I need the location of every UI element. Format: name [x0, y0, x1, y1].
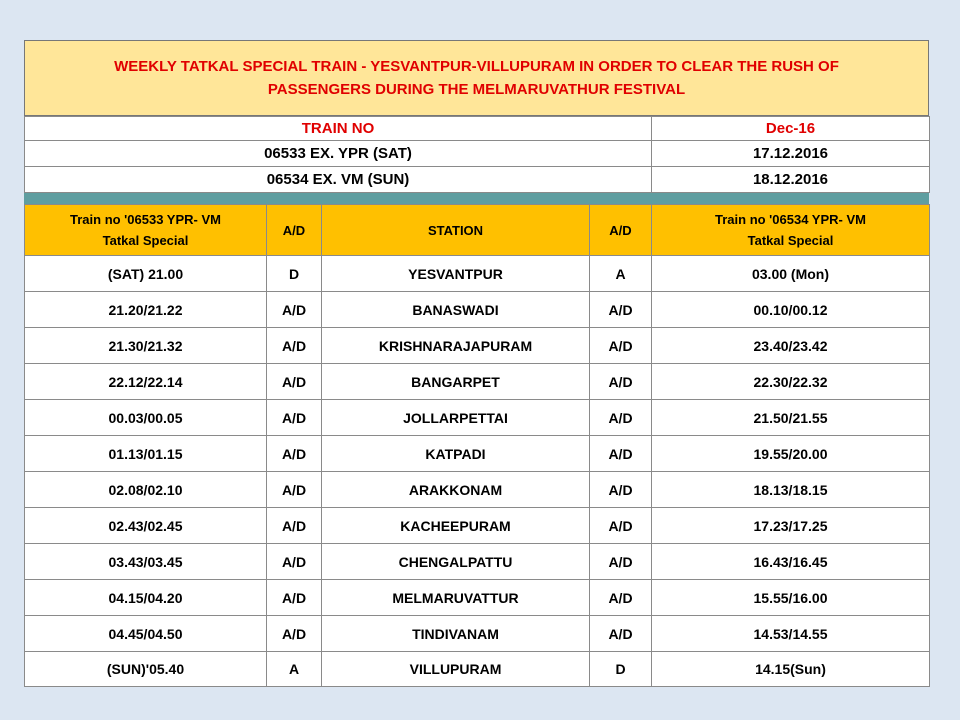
- timetable-sheet: [24, 40, 929, 687]
- table-row: [25, 616, 930, 652]
- banner-line-2: PASSENGERS DURING THE MELMARUVATHUR FESTIVAL: [267, 81, 686, 98]
- ad-2: A/D: [590, 364, 652, 400]
- ad-2: A/D: [590, 616, 652, 652]
- time-06534: 21.50/21.55: [652, 400, 930, 436]
- table-row: [25, 364, 930, 400]
- ad-1: A: [267, 652, 322, 687]
- table-row: [25, 508, 930, 544]
- ad-1: A/D: [267, 364, 322, 400]
- info-header-row: [25, 117, 930, 141]
- time-06534: 17.23/17.25: [652, 508, 930, 544]
- col-train-06534-header: Train no '06534 YPR- VM Tatkal Special: [652, 205, 930, 256]
- table-row: [25, 292, 930, 328]
- banner-title: [24, 40, 929, 116]
- time-06533: 21.20/21.22: [25, 292, 267, 328]
- time-06533: 01.13/01.15: [25, 436, 267, 472]
- schedule-table: [24, 204, 930, 687]
- table-row: [25, 544, 930, 580]
- ad-2: A/D: [590, 400, 652, 436]
- ad-1: A/D: [267, 508, 322, 544]
- info-row: [25, 141, 930, 167]
- station-name: KATPADI: [322, 436, 590, 472]
- table-row: [25, 472, 930, 508]
- ad-2: A/D: [590, 544, 652, 580]
- station-name: BANASWADI: [322, 292, 590, 328]
- time-06533: 00.03/00.05: [25, 400, 267, 436]
- table-row: [25, 580, 930, 616]
- banner-line-1: WEEKLY TATKAL SPECIAL TRAIN - YESVANTPUR-VILLUPURAM IN ORDER TO CLEAR THE RUSH OF: [114, 58, 839, 75]
- ad-2: A/D: [590, 508, 652, 544]
- ad-1: A/D: [267, 580, 322, 616]
- station-name: BANGARPET: [322, 364, 590, 400]
- station-name: TINDIVANAM: [322, 616, 590, 652]
- separator-bar: [24, 193, 929, 204]
- table-row: [25, 652, 930, 687]
- ad-2: A/D: [590, 472, 652, 508]
- ad-2: A/D: [590, 292, 652, 328]
- train-no-header: TRAIN NO: [25, 117, 652, 141]
- table-row: [25, 400, 930, 436]
- time-06534: 14.53/14.55: [652, 616, 930, 652]
- time-06534: 03.00 (Mon): [652, 256, 930, 292]
- time-06534: 15.55/16.00: [652, 580, 930, 616]
- station-name: YESVANTPUR: [322, 256, 590, 292]
- info-date: 18.12.2016: [652, 167, 930, 193]
- ad-1: A/D: [267, 400, 322, 436]
- col-ad-2-header: A/D: [590, 205, 652, 256]
- time-06533: 22.12/22.14: [25, 364, 267, 400]
- col-train-06533-header: Train no '06533 YPR- VM Tatkal Special: [25, 205, 267, 256]
- station-name: CHENGALPATTU: [322, 544, 590, 580]
- ad-2: A/D: [590, 436, 652, 472]
- ad-2: A/D: [590, 580, 652, 616]
- col-station-header: STATION: [322, 205, 590, 256]
- ad-1: A/D: [267, 616, 322, 652]
- ad-1: D: [267, 256, 322, 292]
- station-name: KRISHNARAJAPURAM: [322, 328, 590, 364]
- time-06534: 18.13/18.15: [652, 472, 930, 508]
- station-name: KACHEEPURAM: [322, 508, 590, 544]
- station-name: MELMARUVATTUR: [322, 580, 590, 616]
- time-06534: 00.10/00.12: [652, 292, 930, 328]
- schedule-header-row: [25, 205, 930, 256]
- col-ad-1-header: A/D: [267, 205, 322, 256]
- table-row: [25, 436, 930, 472]
- ad-1: A/D: [267, 472, 322, 508]
- time-06533: (SUN)'05.40: [25, 652, 267, 687]
- station-name: JOLLARPETTAI: [322, 400, 590, 436]
- time-06534: 22.30/22.32: [652, 364, 930, 400]
- month-header: Dec-16: [652, 117, 930, 141]
- time-06533: 02.43/02.45: [25, 508, 267, 544]
- time-06533: 04.45/04.50: [25, 616, 267, 652]
- time-06534: 14.15(Sun): [652, 652, 930, 687]
- ad-1: A/D: [267, 292, 322, 328]
- time-06534: 16.43/16.45: [652, 544, 930, 580]
- time-06533: 21.30/21.32: [25, 328, 267, 364]
- table-row: [25, 256, 930, 292]
- ad-2: A/D: [590, 328, 652, 364]
- train-info-table: [24, 116, 930, 193]
- ad-2: D: [590, 652, 652, 687]
- ad-2: A: [590, 256, 652, 292]
- table-row: [25, 328, 930, 364]
- time-06534: 23.40/23.42: [652, 328, 930, 364]
- info-train: 06533 EX. YPR (SAT): [25, 141, 652, 167]
- time-06534: 19.55/20.00: [652, 436, 930, 472]
- info-date: 17.12.2016: [652, 141, 930, 167]
- time-06533: 04.15/04.20: [25, 580, 267, 616]
- station-name: ARAKKONAM: [322, 472, 590, 508]
- info-row: [25, 167, 930, 193]
- ad-1: A/D: [267, 436, 322, 472]
- ad-1: A/D: [267, 328, 322, 364]
- ad-1: A/D: [267, 544, 322, 580]
- time-06533: 03.43/03.45: [25, 544, 267, 580]
- info-train: 06534 EX. VM (SUN): [25, 167, 652, 193]
- station-name: VILLUPURAM: [322, 652, 590, 687]
- time-06533: (SAT) 21.00: [25, 256, 267, 292]
- time-06533: 02.08/02.10: [25, 472, 267, 508]
